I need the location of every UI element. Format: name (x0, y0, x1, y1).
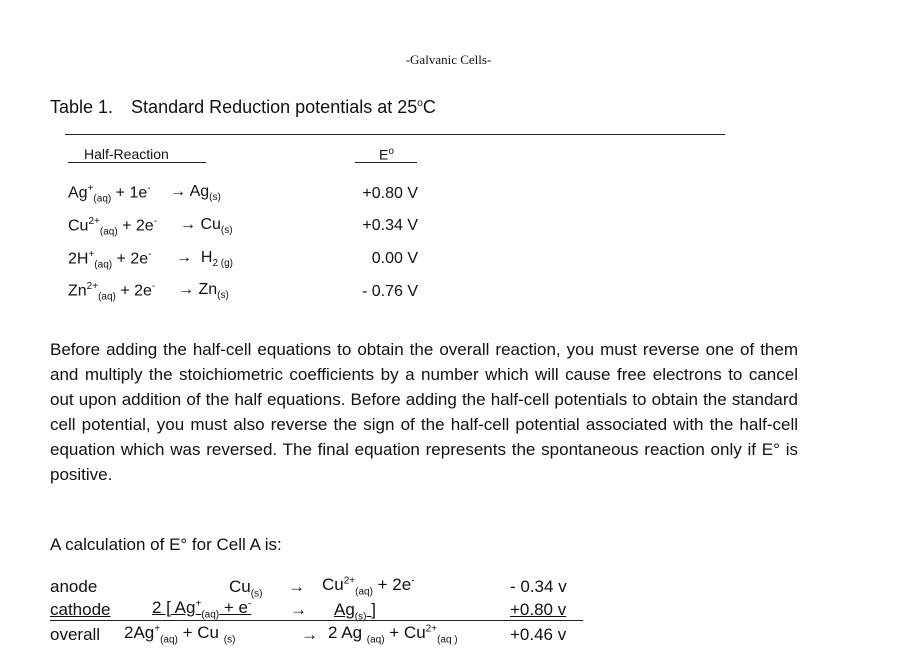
cathode-label: cathode (50, 600, 111, 619)
half-reaction-zn: $Zn^{2+}_{(aq)} + 2e^-$ (68, 281, 156, 303)
potential-h: 0.00 V (371, 250, 418, 267)
half-reaction-h: $2H^+_{(aq)} + 2e^-$ (68, 249, 152, 271)
cathode-arrow: → (290, 600, 307, 619)
half-reaction-zn-product: → $Zn_{(s)}$ (178, 281, 229, 302)
anode-left: $Cu_{(s)}$ (229, 577, 263, 600)
half-reaction-h-product: → $H_{2 (g)}$ (176, 249, 234, 270)
anode-value: - 0.34 v (510, 577, 567, 596)
anode-arrow: → (288, 577, 305, 596)
explanation-paragraph: Before adding the half-cell equations to obtain the overall reaction, you must reverse one of them and multiply the stoichiometric coefficients by a number which will cause free electrons to cancel out upon addition of the half equations. Before adding the half-cell potentials to obtain the standard cell potential, you must also reverse the sign of the half-cell potential associated with the half-cell equation which was reversed. The final equation represents the spontaneous reaction only if E° is positive. (50, 340, 798, 484)
col-header-reaction: Half-Reaction (84, 146, 169, 162)
half-reaction-ag-product: → $Ag_{(s)}$ (170, 183, 221, 204)
cathode-left: 2 [ $Ag^+_{(aq)} + e^-$ (152, 598, 252, 621)
col-header-reaction-underline (68, 162, 206, 163)
col-header-e: $E^o$ (379, 146, 394, 163)
potential-ag: +0.80 V (362, 185, 418, 202)
table-title-text: Standard Reduction potentials at 25 (131, 97, 418, 117)
overall-label: overall (50, 625, 101, 644)
potential-zn: - 0.76 V (361, 283, 418, 300)
half-reaction-cu-product: → $Cu_{(s)}$ (180, 216, 233, 237)
anode-label: anode (50, 577, 98, 596)
cathode-value: +0.80 v (510, 600, 567, 619)
table-top-rule (65, 134, 725, 135)
half-reaction-ag: $Ag^+_{(aq)} + 1e^-$ (68, 183, 151, 205)
col-header-e-underline (355, 162, 417, 163)
anode-right: $Cu^{2+}_{(aq)} + 2e^-$ (322, 575, 415, 598)
potential-cu: +0.34 V (362, 217, 418, 234)
half-reaction-cu: $Cu^{2+}_{(aq)} + 2e^-$ (68, 216, 158, 238)
table-label: Table 1. (50, 97, 114, 117)
page-header: -Galvanic Cells- (405, 52, 492, 67)
overall-arrow: → (301, 625, 318, 644)
calculation-intro: A calculation of E° for Cell A is: (50, 535, 282, 554)
overall-right: 2 Ag $_{(aq)} + Cu^{2+}_{(aq )}$ (328, 623, 458, 646)
table-title-unit: C (422, 97, 436, 117)
sum-rule (50, 620, 583, 621)
degree-mark: o (417, 98, 423, 109)
overall-left: $2Ag^+_{(aq)} + Cu$ $_{(s)}$ (124, 623, 236, 646)
table-title (50, 97, 436, 118)
cathode-right: $Ag_{(s)}$ ] (334, 600, 376, 623)
overall-value: +0.46 v (510, 625, 567, 644)
